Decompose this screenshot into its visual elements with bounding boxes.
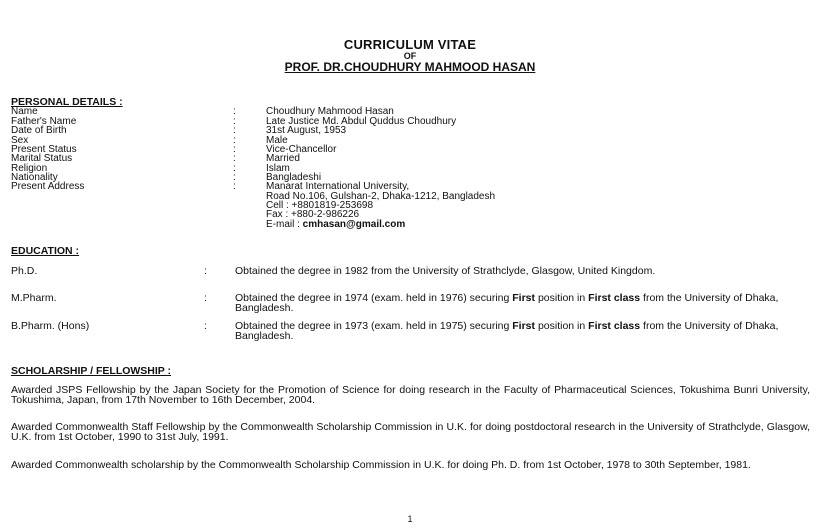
degree-text: from the University of Dhaka, Bangladesh. xyxy=(235,320,779,342)
personal-label: Father's Name xyxy=(11,116,77,127)
personal-value: Vice-Chancellor xyxy=(266,144,337,155)
personal-value: 31st August, 1953 xyxy=(266,125,347,136)
personal-label: Name xyxy=(11,106,38,117)
education-heading: EDUCATION : xyxy=(11,245,80,257)
degree-text: position in xyxy=(535,320,589,332)
person-name-heading: PROF. DR.CHOUDHURY MAHMOOD HASAN xyxy=(284,60,536,74)
degree-text: position in xyxy=(535,292,589,304)
degree-text: from the University of Dhaka, Bangladesh. xyxy=(235,292,779,314)
personal-label: Present Status xyxy=(11,144,77,155)
address-text: Road No.106, Gulshan-2, Dhaka-1212, Bangladesh xyxy=(266,191,496,202)
degree-label: Ph.D. xyxy=(11,265,38,277)
personal-label: Marital Status xyxy=(11,153,73,164)
personal-value: Late Justice Md. Abdul Quddus Choudhury xyxy=(266,116,457,127)
personal-label: Nationality xyxy=(11,172,58,183)
fax-number: Fax : +880-2-986226 xyxy=(266,209,360,220)
personal-colon: : xyxy=(233,135,236,146)
email-label: E-mail : xyxy=(266,219,303,230)
scholarship-paragraph: Awarded Commonwealth scholarship by the Commonwealth Scholarship Commission in U.K. for doing Ph. D. from 1st October, 1978 to 30th September, 1981. xyxy=(11,459,751,471)
personal-colon: : xyxy=(233,153,236,164)
personal-value: Married xyxy=(266,153,300,164)
title-of: OF xyxy=(403,51,417,61)
degree-highlight: First xyxy=(512,320,536,332)
education-colon: : xyxy=(204,292,207,304)
personal-value: Manarat International University, xyxy=(266,181,410,192)
document-title: CURRICULUM VITAE xyxy=(343,37,477,52)
cell-number: Cell : +8801819-253698 xyxy=(266,200,374,211)
degree-highlight: First class xyxy=(588,292,641,304)
scholarship-paragraph: Awarded Commonwealth Staff Fellowship by the Commonwealth Scholarship Commission in U.K. for doing postdoctoral research in the University of Strathclyde, Glasgow, U.K. from 1st October, 1990 to 31st July, 1991. xyxy=(11,421,810,443)
degree-label: M.Pharm. xyxy=(11,292,57,304)
scholarship-heading: SCHOLARSHIP / FELLOWSHIP : xyxy=(11,365,172,377)
education-colon: : xyxy=(204,320,207,332)
degree-highlight: First xyxy=(512,292,536,304)
scholarship-paragraph: Awarded JSPS Fellowship by the Japan Society for the Promotion of Science for doing research in the Faculty of Pharmaceutical Sciences, Tokushima Bunri University, Tokushima, Japan, from 17th November to 16th December, 2004. xyxy=(11,384,810,406)
personal-colon: : xyxy=(233,163,236,174)
personal-value: Bangladeshi xyxy=(266,172,322,183)
degree-description xyxy=(235,293,810,313)
degree-text: Obtained the degree in 1982 from the University of Strathclyde, Glasgow, United Kingdom. xyxy=(235,265,656,277)
degree-description xyxy=(235,266,810,276)
personal-colon: : xyxy=(233,116,236,127)
personal-colon: : xyxy=(233,181,236,192)
personal-label: Present Address xyxy=(11,181,85,192)
personal-value: Islam xyxy=(266,163,290,174)
personal-value: Choudhury Mahmood Hasan xyxy=(266,106,394,117)
personal-colon: : xyxy=(233,106,236,117)
personal-value: Male xyxy=(266,135,288,146)
personal-colon: : xyxy=(233,172,236,183)
personal-colon: : xyxy=(233,144,236,155)
degree-text: Obtained the degree in 1973 (exam. held in 1975) securing xyxy=(235,320,513,332)
education-colon: : xyxy=(204,265,207,277)
degree-highlight: First class xyxy=(588,320,641,332)
personal-label: Date of Birth xyxy=(11,125,67,136)
personal-details-heading: PERSONAL DETAILS : xyxy=(11,96,123,108)
degree-description xyxy=(235,321,810,341)
page-number: 1 xyxy=(407,514,413,524)
email-entry xyxy=(266,220,405,230)
personal-label: Sex xyxy=(11,135,29,146)
personal-label: Religion xyxy=(11,163,48,174)
degree-text: Obtained the degree in 1974 (exam. held in 1976) securing xyxy=(235,292,513,304)
degree-label: B.Pharm. (Hons) xyxy=(11,320,90,332)
email-address: cmhasan@gmail.com xyxy=(302,219,406,230)
personal-colon: : xyxy=(233,125,236,136)
